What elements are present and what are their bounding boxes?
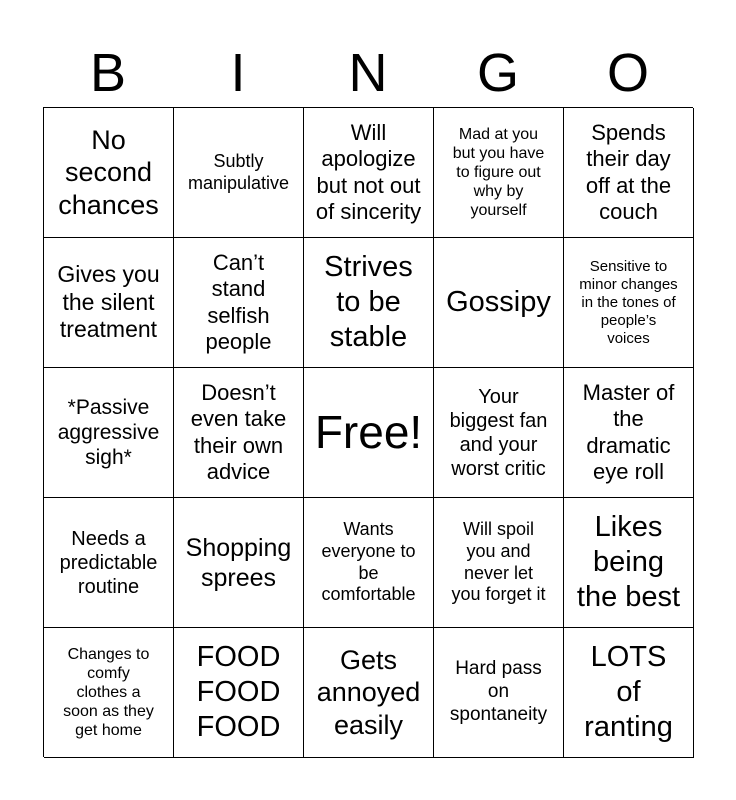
- cell-text: Gossipy: [446, 286, 551, 319]
- header-letter-g: G: [476, 43, 519, 103]
- cell-text: Gives you the silent treatment: [57, 261, 160, 343]
- bingo-cell[interactable]: [564, 628, 694, 758]
- bingo-cell[interactable]: [44, 368, 174, 498]
- cell-text: No second chances: [58, 124, 159, 220]
- bingo-cell[interactable]: [564, 238, 694, 368]
- cell-text: Hard pass on spontaneity: [449, 658, 548, 725]
- bingo-cell[interactable]: [44, 498, 174, 628]
- cell-text: Spends their day off at the couch: [585, 119, 672, 224]
- bingo-cell[interactable]: [434, 498, 564, 628]
- cell-text: Wants everyone to be comfortable: [321, 519, 416, 605]
- header-letter-o: O: [606, 43, 649, 103]
- free-space-cell[interactable]: [304, 368, 434, 498]
- cell-text: Free!: [314, 405, 423, 458]
- bingo-cell[interactable]: [44, 238, 174, 368]
- bingo-cell[interactable]: [304, 628, 434, 758]
- bingo-board: [43, 107, 693, 757]
- bingo-cell[interactable]: [434, 238, 564, 368]
- cell-text: Subtly manipulative: [187, 150, 290, 193]
- header-letter-i: I: [230, 43, 246, 103]
- cell-text: Will spoil you and never let you forget it: [451, 519, 546, 605]
- cell-text: Gets annoyed easily: [316, 644, 421, 740]
- cell-text: LOTS of ranting: [584, 641, 673, 743]
- bingo-cell[interactable]: [434, 628, 564, 758]
- cell-text: Your biggest fan and your worst critic: [449, 385, 548, 480]
- header-letter-n: N: [348, 43, 388, 103]
- bingo-cell[interactable]: [44, 108, 174, 238]
- bingo-cell[interactable]: [174, 498, 304, 628]
- cell-text: Can’t stand selfish people: [205, 249, 272, 354]
- bingo-cell[interactable]: [564, 108, 694, 238]
- bingo-header: [43, 40, 693, 106]
- bingo-cell[interactable]: [564, 368, 694, 498]
- cell-text: Changes to comfy clothes a soon as they get home: [63, 645, 154, 740]
- cell-text: Master of the dramatic eye roll: [582, 379, 675, 484]
- bingo-cell[interactable]: [564, 498, 694, 628]
- cell-text: *Passive aggressive sigh*: [57, 395, 160, 470]
- bingo-cell[interactable]: [304, 238, 434, 368]
- bingo-cell[interactable]: [304, 498, 434, 628]
- cell-text: Needs a predictable routine: [59, 527, 158, 598]
- cell-text: Will apologize but not out of sincerity: [315, 119, 422, 224]
- bingo-cell[interactable]: [434, 108, 564, 238]
- bingo-cell[interactable]: [44, 628, 174, 758]
- bingo-cell[interactable]: [434, 368, 564, 498]
- bingo-cell[interactable]: [174, 238, 304, 368]
- bingo-cell[interactable]: [174, 108, 304, 238]
- cell-text: FOOD FOOD FOOD: [196, 641, 281, 743]
- cell-text: Sensitive to minor changes in the tones of people’s voices: [579, 257, 678, 347]
- header-letter-b: B: [89, 43, 127, 103]
- bingo-cell[interactable]: [174, 628, 304, 758]
- bingo-cell[interactable]: [174, 368, 304, 498]
- cell-text: Strives to be stable: [324, 251, 413, 353]
- bingo-cell[interactable]: [304, 108, 434, 238]
- cell-text: Mad at you but you have to figure out why by yourself: [452, 125, 545, 220]
- cell-text: Likes being the best: [576, 511, 681, 613]
- cell-text: Shopping sprees: [185, 533, 292, 592]
- cell-text: Doesn’t even take their own advice: [190, 379, 287, 484]
